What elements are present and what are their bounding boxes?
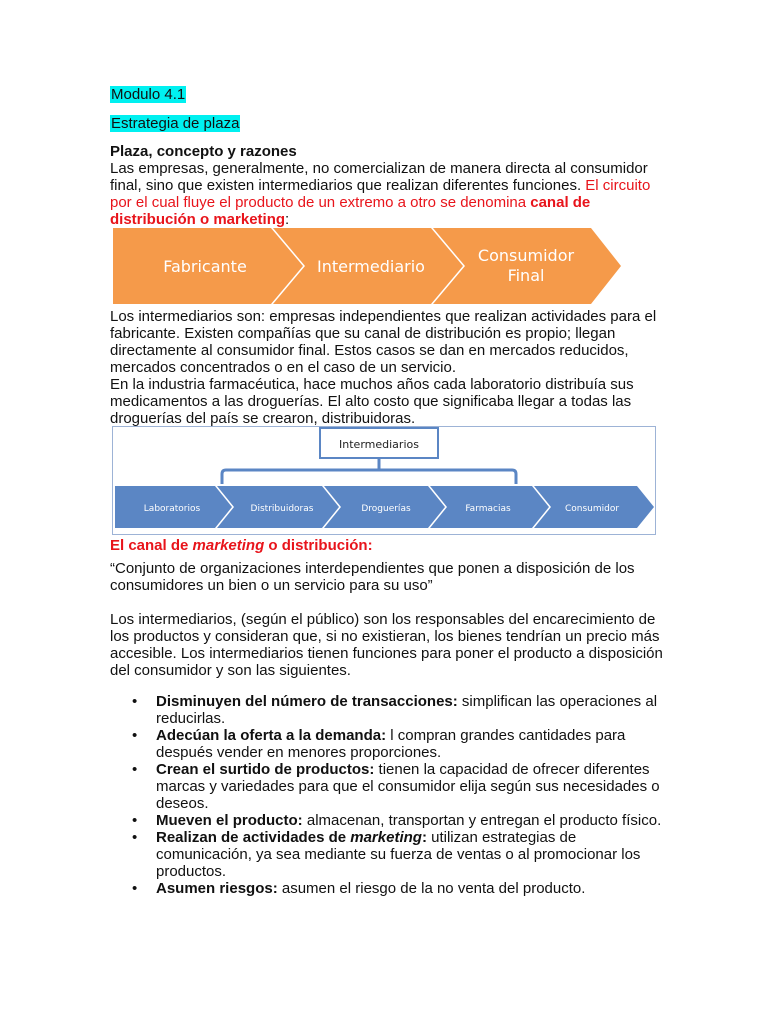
bullet-dot: • bbox=[132, 880, 138, 897]
bullet-dot: • bbox=[132, 761, 138, 778]
bullet-dot: • bbox=[132, 693, 138, 710]
chevron-label-intermediario: Intermediario bbox=[317, 257, 425, 276]
list-item: • Mueven el producto: almacenan, transportan y entregan el producto físico. bbox=[132, 812, 662, 829]
label-consumidor: Consumidor bbox=[564, 504, 620, 514]
intermediarios-label: Intermediarios bbox=[339, 438, 419, 451]
intro-paragraph: Las empresas, generalmente, no comercializan de manera directa al consumidor final, sino que existen intermediarios que realizan diferentes funciones. El circuito por el cual fluye el producto de un extremo a otro se denomina canal de distribución o marketing: bbox=[110, 160, 651, 228]
list-item: • Crean el surtido de productos: tienen la capacidad de ofrecer diferentes marcas y variedades para que el consumidor elija según sus necesidades o deseos. bbox=[132, 761, 660, 812]
bullet-dot: • bbox=[132, 727, 138, 744]
bullet-dot: • bbox=[132, 812, 138, 829]
list-item: • Realizan de actividades de marketing: utilizan estrategias de comunicación, ya sea mediante su fuerza de ventas o al promocionar los productos. bbox=[132, 829, 641, 880]
label-droguerias: Droguerías bbox=[361, 504, 411, 514]
functions-list bbox=[110, 693, 670, 897]
label-distribuidoras: Distribuidoras bbox=[250, 504, 314, 514]
paragraph-funciones: Los intermediarios, (según el público) son los responsables del encarecimiento de los productos y consideran que, si no existieran, los bienes tendrían un precio más accesible. Los intermediarios tienen funciones para poner el producto a disposición del consumidor y son las siguientes. bbox=[110, 611, 663, 679]
label-farmacias: Farmacias bbox=[465, 504, 511, 514]
paragraph-farmaceutica: En la industria farmacéutica, hace muchos años cada laboratorio distribuía sus medicamentos a las droguerías. El alto costo que significaba llegar a todas las droguerías del país se crearon, distribuidoras. bbox=[110, 376, 634, 427]
list-item: • Adecúan la oferta a la demanda: l compran grandes cantidades para después vender en menores proporciones. bbox=[132, 727, 626, 761]
list-item: • Disminuyen del número de transacciones: simplifican las operaciones al reducirlas. bbox=[132, 693, 658, 727]
heading-canal-marketing: El canal de marketing o distribución: bbox=[110, 537, 373, 554]
label-laboratorios: Laboratorios bbox=[143, 504, 201, 514]
paragraph-intermediarios: Los intermediarios son: empresas independientes que realizan actividades para el fabricante. Existen compañías que su canal de distribución es propio; llegan directamente al consumidor final. Estos casos se dan en mercados reducidos, mercados concentrados o en el caso de un servicio. bbox=[110, 308, 657, 376]
section-title: Estrategia de plaza bbox=[111, 115, 240, 132]
chevron-label-fabricante: Fabricante bbox=[163, 257, 247, 276]
chevron-label-final: Final bbox=[507, 266, 545, 285]
chevron-label-consumidor: Consumidor bbox=[477, 246, 575, 265]
module-title: Modulo 4.1 bbox=[111, 86, 186, 103]
quote-definition: “Conjunto de organizaciones interdependientes que ponen a disposición de los consumidores un bien o un servicio para su uso” bbox=[110, 560, 635, 594]
heading-plaza: Plaza, concepto y razones bbox=[110, 143, 297, 160]
list-item: • Asumen riesgos: asumen el riesgo de la no venta del producto. bbox=[132, 880, 586, 897]
pharma-diagram bbox=[112, 426, 657, 536]
bullet-dot: • bbox=[132, 829, 138, 846]
chevron-diagram bbox=[113, 228, 623, 304]
